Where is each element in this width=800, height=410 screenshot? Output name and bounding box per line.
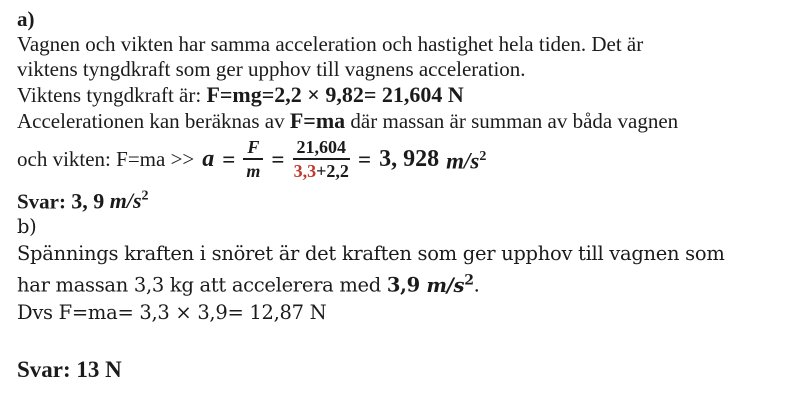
part-b-answer: Svar: 13 N	[17, 356, 122, 382]
part-a-acceleration-explanation-line	[17, 108, 790, 134]
fraction-f-over-m	[243, 137, 263, 181]
fraction-numerator-value: 21,604	[293, 137, 351, 160]
answer-a-value: 3, 9	[71, 188, 110, 214]
fraction-denominator-sum	[294, 160, 349, 181]
part-b-line2-period: .	[473, 273, 480, 297]
mass-plus-2-2: +2,2	[316, 161, 349, 181]
solution-part-b	[17, 214, 790, 383]
acceleration-result: 3, 928	[379, 145, 440, 172]
equation-prefix: och vikten: F=ma >>	[17, 146, 195, 171]
unit-m-per-s: m/s	[446, 148, 480, 174]
answer-a-unit-exponent: 2	[141, 189, 149, 204]
newton-second-law: F=ma	[289, 108, 346, 133]
part-b-line2-text: har massan 3,3 kg att accelerera med	[17, 273, 387, 297]
part-b-paragraph-line-1: Spännings kraften i snöret är det kraften som ger upphov till vagnen som	[17, 242, 725, 266]
acceleration-explanation-pre: Accelerationen kan beräknas av	[17, 109, 290, 133]
part-b-force-calculation: Dvs F=ma= 3,3 × 3,9= 12,87 N	[17, 300, 327, 324]
part-a-paragraph-line-1: Vagnen och vikten har samma acceleration och hastighet hela tiden. Det är	[17, 32, 644, 56]
part-b-acceleration-value: 3,9	[386, 273, 427, 297]
equals-sign-1: =	[222, 146, 236, 172]
acceleration-unit	[446, 144, 486, 174]
answer-a-label: Svar:	[17, 189, 72, 214]
part-b-unit-text: m/s	[426, 273, 465, 297]
part-a-paragraph-line-2: viktens tyngdkraft som ger upphov till vagnens acceleration.	[17, 57, 526, 81]
part-b-label: b)	[17, 215, 37, 239]
part-a-label: a)	[17, 7, 35, 31]
part-a-gravity-formula-line	[17, 82, 790, 108]
mass-3-3-red: 3,3	[293, 161, 317, 181]
solution-part-a	[17, 7, 790, 214]
equals-sign-3: =	[358, 146, 372, 172]
fraction-denominator-m: m	[246, 161, 261, 181]
equals-sign-2: =	[271, 146, 285, 172]
answer-a-unit	[110, 188, 149, 213]
part-a-answer	[17, 184, 790, 214]
part-b-unit-exponent: 2	[464, 272, 474, 289]
fraction-numerator-F: F	[243, 137, 263, 160]
part-b-paragraph-line-2	[17, 267, 790, 299]
gravity-formula-value: F=mg=2,2 × 9,82= 21,604 N	[206, 82, 464, 107]
gravity-formula-intro: Viktens tyngdkraft är:	[17, 83, 207, 107]
part-b-acceleration-unit	[426, 274, 473, 297]
answer-a-unit-text: m/s	[109, 188, 142, 214]
fraction-numeric	[293, 137, 351, 181]
unit-exponent: 2	[479, 149, 487, 165]
acceleration-explanation-post: där massan är summan av båda vagnen	[345, 109, 679, 133]
part-a-equation-line	[17, 134, 790, 184]
equation-variable-a: a	[202, 145, 215, 172]
